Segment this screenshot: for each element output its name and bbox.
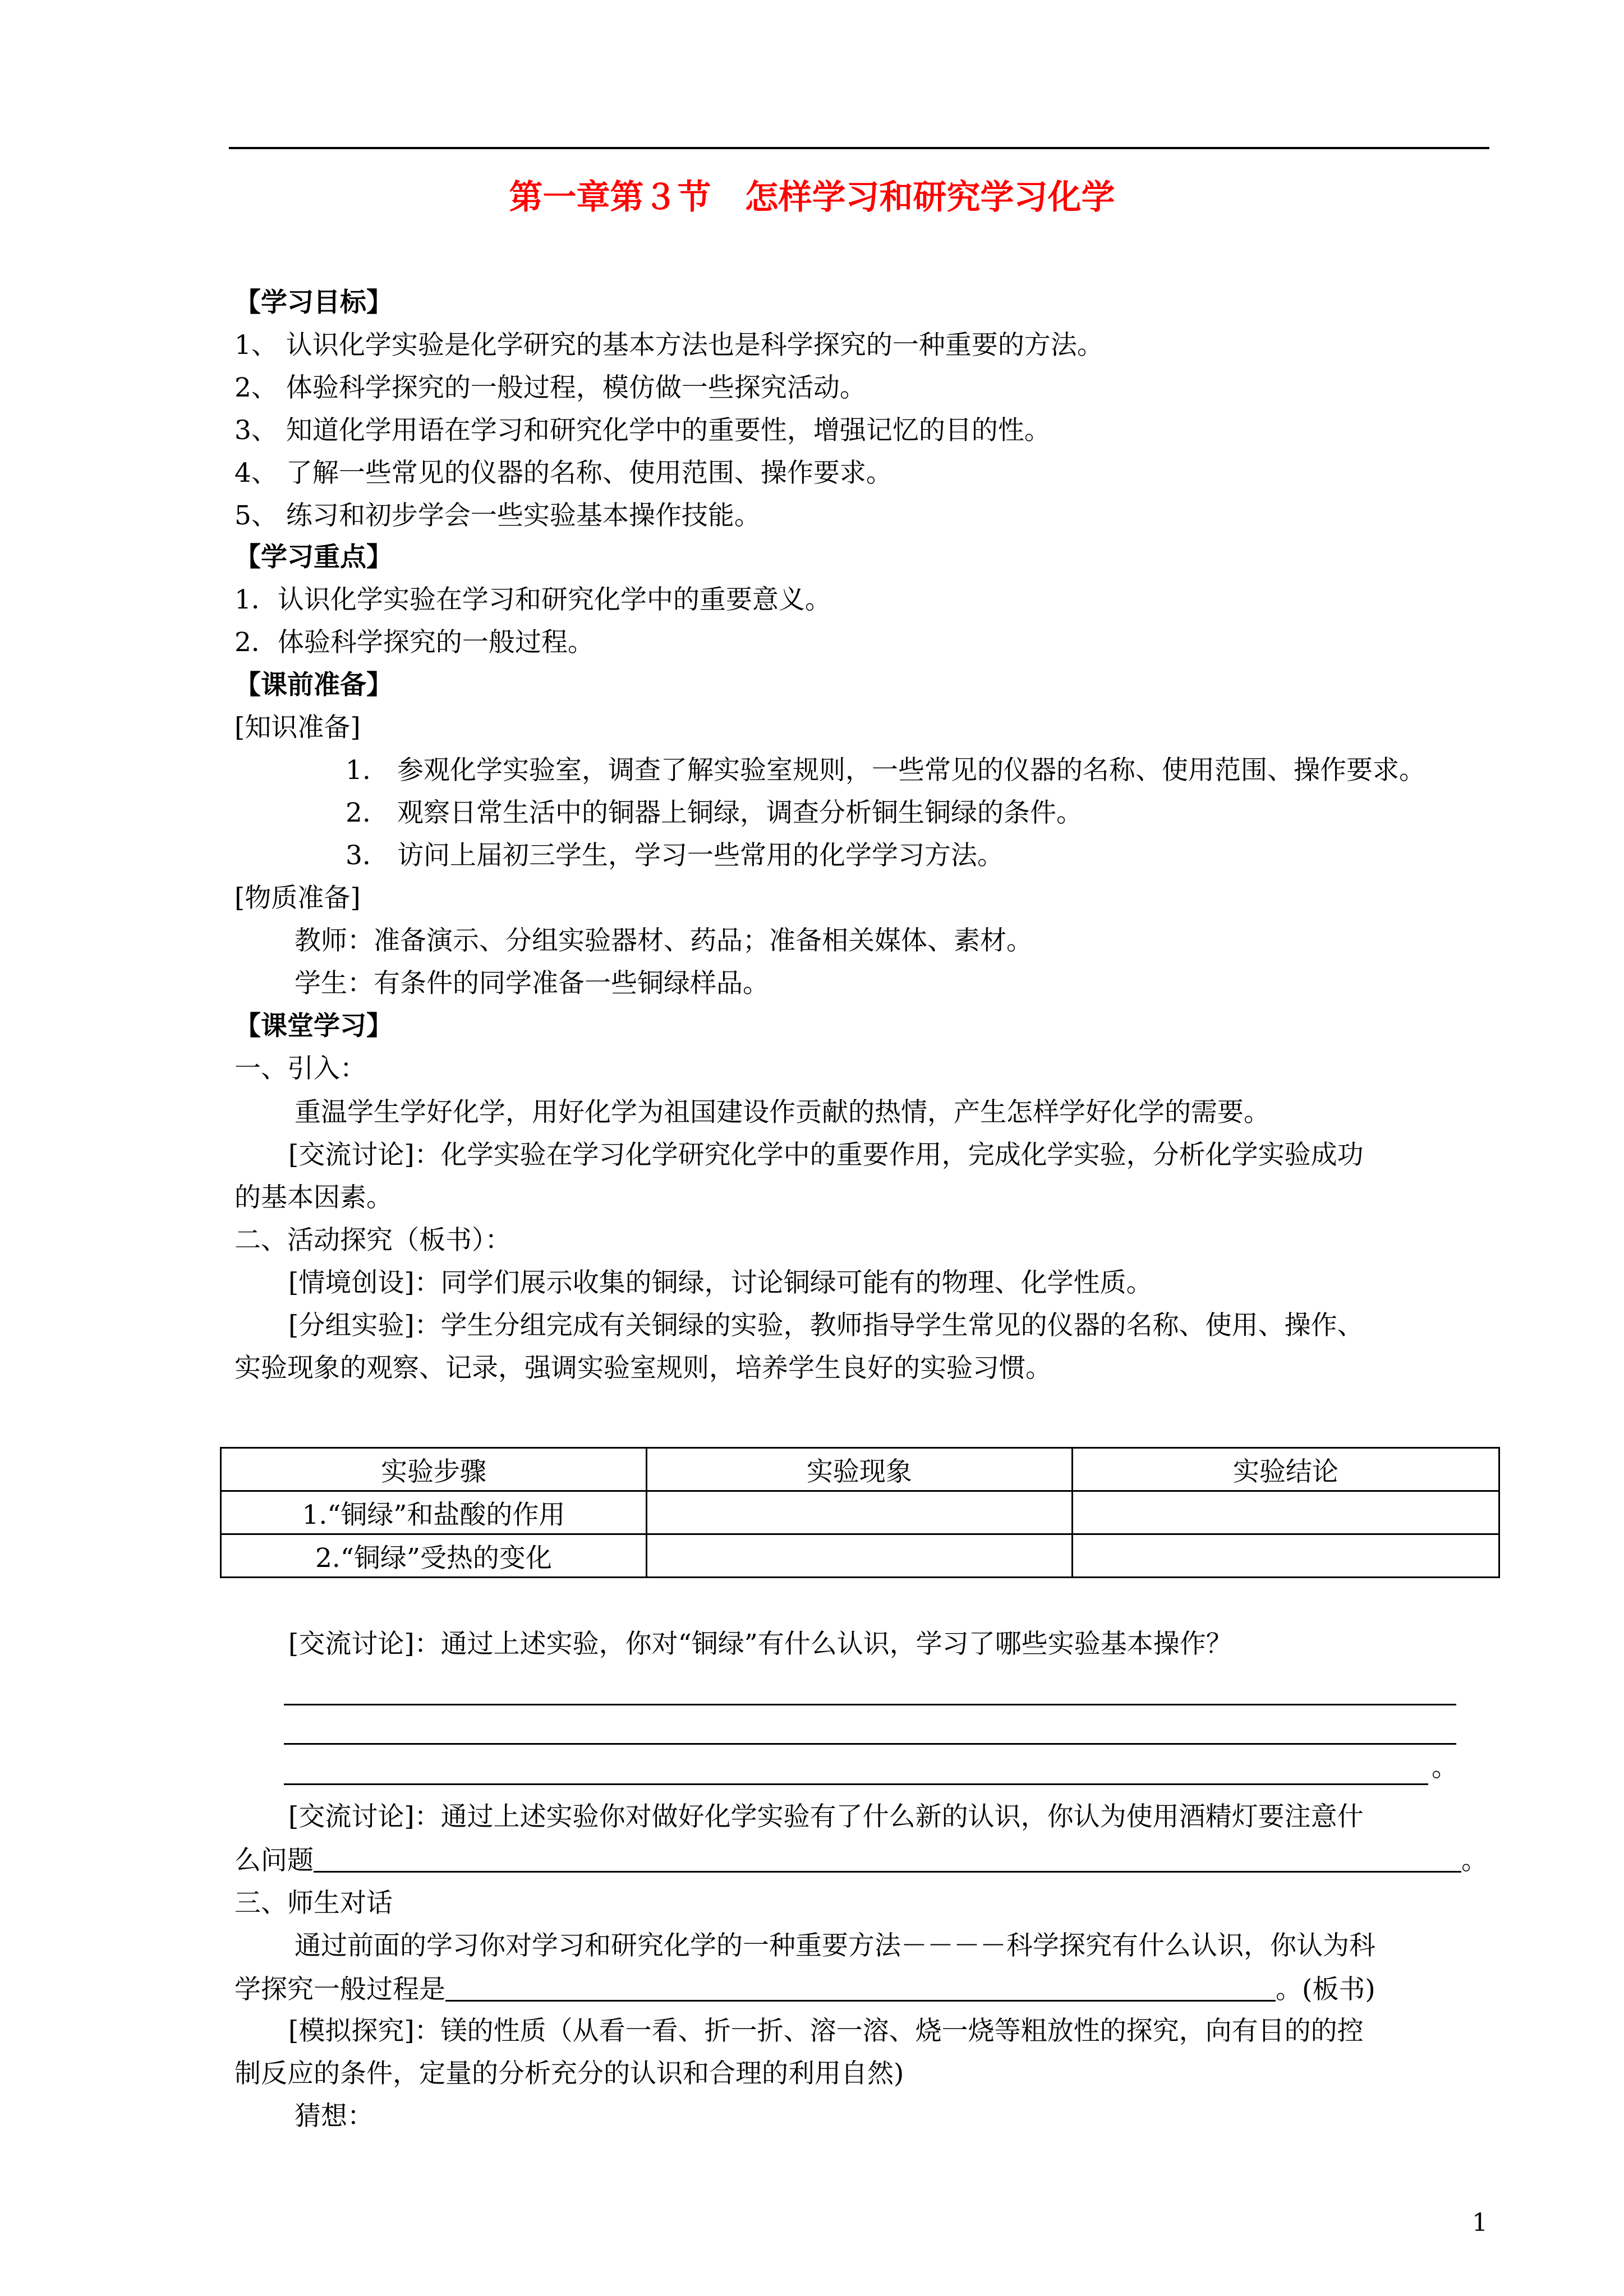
dialog-label: 三、师生对话 <box>234 1888 393 1919</box>
objective-item: 4、 了解一些常见的仪器的名称、使用范围、操作要求。 <box>234 458 892 488</box>
objective-item: 3、 知道化学用语在学习和研究化学中的重要性，增强记忆的目的性。 <box>234 415 1051 446</box>
page-number: 1 <box>1472 2209 1488 2237</box>
discussion-text <box>234 1842 1488 1879</box>
table-header-row <box>221 1448 1499 1491</box>
student-prep: 学生：有条件的同学准备一些铜绿样品。 <box>295 968 769 999</box>
discussion-text: [交流讨论]：化学实验在学习化学研究化学中的重要作用，完成化学实验，分析化学实验成功 <box>288 1140 1364 1170</box>
period-mark: 。 <box>1461 1845 1488 1876</box>
knowledge-prep-label: [知识准备] <box>234 712 361 743</box>
objective-item: 2、 体验科学探究的一般过程，模仿做一些探究活动。 <box>234 372 866 403</box>
item-text: 访问上届初三学生，学习一些常用的化学学习方法。 <box>397 840 1004 871</box>
header-rule <box>229 147 1489 149</box>
table-row <box>221 1534 1499 1578</box>
scenario-text: [情境创设]：同学们展示收集的铜绿，讨论铜绿可能有的物理、化学性质。 <box>288 1267 1153 1298</box>
fill-in-blank[interactable] <box>314 1842 1461 1873</box>
item-text: 观察日常生活中的铜器上铜绿，调查分析铜生铜绿的条件。 <box>397 797 1083 828</box>
table-cell <box>646 1491 1072 1534</box>
item-number: 3. <box>346 840 371 871</box>
intro-text: 重温学生学好化学，用好化学为祖国建设作贡献的热情，产生怎样学好化学的需要。 <box>295 1097 1270 1128</box>
table-header-cell: 实验结论 <box>1072 1448 1499 1491</box>
experiment-table <box>220 1447 1500 1578</box>
fill-in-blank[interactable] <box>445 1971 1276 2002</box>
knowledge-item <box>346 795 1083 831</box>
table-cell <box>1072 1534 1499 1578</box>
dialog-text <box>234 1971 1375 2008</box>
teacher-prep: 教师：准备演示、分组实验器材、药品；准备相关媒体、素材。 <box>295 925 1033 956</box>
table-cell <box>646 1534 1072 1578</box>
intro-label: 一、引入： <box>234 1053 366 1084</box>
document-title: 第一章第３节 怎样学习和研究学习化学 <box>509 178 1115 217</box>
guess-label: 猜想： <box>295 2101 374 2132</box>
objectives-heading: 【学习目标】 <box>234 287 393 318</box>
item-text: 参观化学实验室，调查了解实验室规则，一些常见的仪器的名称、使用范围、操作要求。 <box>397 755 1425 786</box>
class-heading: 【课堂学习】 <box>234 1011 393 1041</box>
objective-item: 5、 练习和初步学会一些实验基本操作技能。 <box>234 500 761 531</box>
dialog-text: 通过前面的学习你对学习和研究化学的一种重要方法－－－－科学探究有什么认识，你认为科 <box>295 1930 1375 1961</box>
material-prep-label: [物质准备] <box>234 883 361 914</box>
item-number: 2. <box>346 797 371 828</box>
activity-label: 二、活动探究（板书）： <box>234 1225 512 1256</box>
table-cell <box>1072 1491 1499 1534</box>
discussion-text: [交流讨论]：通过上述实验，你对“铜绿”有什么认识，学习了哪些实验基本操作？ <box>288 1629 1232 1659</box>
objective-item: 1、 认识化学实验是化学研究的基本方法也是科学探究的一种重要的方法。 <box>234 330 1103 361</box>
prompt-text: 学探究一般过程是 <box>234 1974 445 2005</box>
knowledge-item <box>346 753 1425 789</box>
simulate-text: [模拟探究]：镁的性质（从看一看、折一折、溶一溶、烧一烧等粗放性的探究，向有目的的控 <box>288 2016 1364 2046</box>
table-header-cell: 实验现象 <box>646 1448 1072 1491</box>
key-point-item: 1．认识化学实验在学习和研究化学中的重要意义。 <box>234 584 831 615</box>
group-experiment-text: [分组实验]：学生分组完成有关铜绿的实验，教师指导学生常见的仪器的名称、使用、操作、 <box>288 1310 1364 1341</box>
key-point-item: 2．体验科学探究的一般过程。 <box>234 627 594 658</box>
knowledge-item <box>346 838 1004 874</box>
answer-line <box>284 1743 1456 1745</box>
simulate-text: 制反应的条件，定量的分析充分的认识和合理的利用自然) <box>234 2058 904 2089</box>
discussion-text: [交流讨论]：通过上述实验你对做好化学实验有了什么新的认识，你认为使用酒精灯要注意什 <box>288 1801 1364 1832</box>
answer-line <box>284 1783 1428 1785</box>
item-number: 1. <box>346 755 371 786</box>
period-mark: 。 <box>1432 1752 1458 1783</box>
answer-line <box>284 1704 1456 1705</box>
prompt-text: 么问题 <box>234 1845 314 1876</box>
discussion-text: 的基本因素。 <box>234 1182 393 1213</box>
prompt-text: 。(板书) <box>1276 1974 1375 2005</box>
table-header-cell: 实验步骤 <box>221 1448 647 1491</box>
preparation-heading: 【课前准备】 <box>234 670 393 700</box>
table-row <box>221 1491 1499 1534</box>
table-cell: 1.“铜绿”和盐酸的作用 <box>221 1491 647 1534</box>
key-points-heading: 【学习重点】 <box>234 542 393 573</box>
group-experiment-text: 实验现象的观察、记录，强调实验室规则，培养学生良好的实验习惯。 <box>234 1353 1052 1384</box>
table-cell: 2.“铜绿”受热的变化 <box>221 1534 647 1578</box>
